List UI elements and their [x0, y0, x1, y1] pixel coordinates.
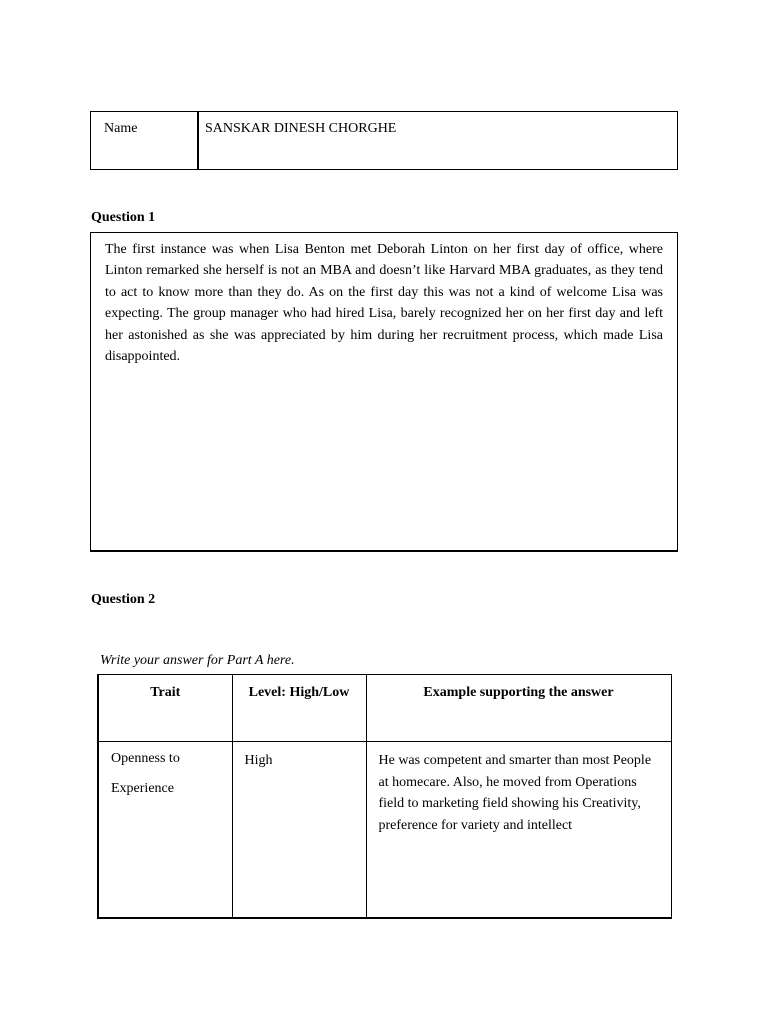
name-label: Name [91, 112, 199, 169]
part-a-instruction: Write your answer for Part A here. [100, 653, 295, 668]
trait-column-header: Trait [98, 675, 232, 742]
name-value: SANSKAR DINESH CHORGHE [205, 121, 397, 136]
trait-line-2: Experience [111, 781, 174, 796]
question-1-answer-box [90, 232, 678, 552]
trait-table-header-row [98, 675, 671, 742]
name-table [90, 111, 678, 170]
question-1-answer-text: The first instance was when Lisa Benton met Deborah Linton on her first day of office, where Linton remarked she herself is not an MBA and doesn’t like Harvard MBA graduates, as they tend to act to know more than they do. As on the first day this was not a kind of welcome Lisa was expecting. The group manager who had hired Lisa, barely recognized her on her first day and left her astonished as she was appreciated by him during her recruitment process, which made Lisa disappointed. [105, 242, 663, 365]
trait-table [97, 674, 672, 919]
level-column-header: Level: High/Low [232, 675, 366, 742]
question-2-heading: Question 2 [91, 592, 156, 607]
example-cell: He was competent and smarter than most People at homecare. Also, he moved from Operations field to marketing field showing his Creativity, preference for variety and intellect [366, 742, 671, 919]
example-column-header: Example supporting the answer [366, 675, 671, 742]
table-row [98, 742, 671, 919]
trait-cell [98, 742, 232, 919]
level-cell: High [232, 742, 366, 919]
question-1-heading: Question 1 [91, 210, 156, 225]
trait-line-1: Openness to [111, 751, 180, 766]
